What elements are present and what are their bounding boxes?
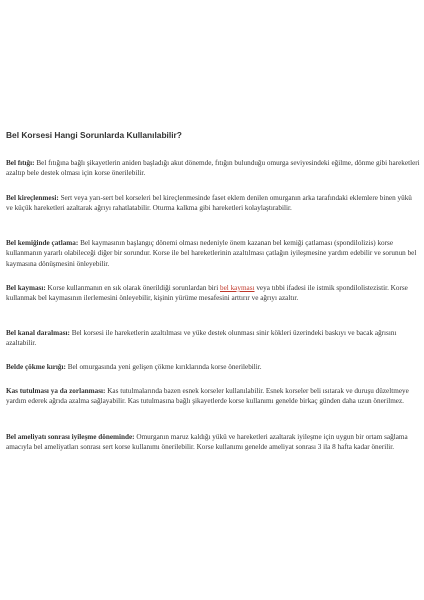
paragraph-bel-ameliyati-sonrasi (6, 432, 420, 453)
paragraph-text: Bel korsesi ile hareketlerin azaltılması ve yüke destek olunması sinir kökleri üzerindeki baskıyı ve bacak ağrısını azaltabilir. (6, 329, 397, 348)
paragraph-text: veya tıbbi ifadesi ile istmik spondilolistezistir. Korse kullanmak bel kaymasının ilerlemesini önleyebilir, kişinin yürüme mesafesini arttırır ve ağrıyı azaltır. (6, 284, 408, 303)
paragraph-bel-fitigi (6, 158, 420, 179)
term-label: Bel ameliyatı sonrası iyileşme döneminde: (6, 433, 135, 441)
paragraph-bel-kireclenmesi (6, 193, 420, 214)
paragraph-bel-kemiginde-catlama (6, 238, 420, 269)
bel-kaymasi-link[interactable]: bel kayması (220, 284, 255, 292)
paragraph-kas-tutulmasi (6, 386, 420, 407)
paragraph-text: Omurganın maruz kaldığı yükü ve hareketleri azaltarak iyileşme için uygun bir ortam sağlama amacıyla bel ameliyatları sonrası sert korse kullanımı önerilebilir. Korse kullanımı genelde ameliyat sonrası 3 ila 8 hafta kadar önerilir. (6, 433, 408, 452)
paragraph-bel-kaymasi (6, 283, 420, 304)
paragraph-text: Kas tutulmalarında bazen esnek korseler kullanılabilir. Esnek korseler beli ısıtarak ve duruşu düzeltmeye yardım ederek ağrıda azalma sağlayabilir. Kas tutulmasına bağlı şikayetlerde korse kullanımı genelde birkaç günden daha uzun önerilmez. (6, 387, 409, 406)
term-label: Kas tutulması ya da zorlanması: (6, 387, 106, 395)
page-title: Bel Korsesi Hangi Sorunlarda Kullanılabilir? (6, 130, 182, 140)
term-label: Bel kemiğinde çatlama: (6, 239, 79, 247)
term-label: Bel kanal daralması: (6, 329, 70, 337)
paragraph-bel-kanal-daralmasi (6, 328, 420, 349)
paragraph-text: Korse kullanmanın en sık olarak önerildiği sorunlardan biri (45, 284, 220, 292)
term-label: Bel kayması: (6, 284, 46, 292)
paragraph-text: Bel omurgasında yeni gelişen çökme kırıklarında korse önerilebilir. (65, 363, 262, 371)
paragraph-belde-cokme-kirigi (6, 362, 420, 372)
term-label: Bel fıtığı: (6, 159, 35, 167)
paragraph-text: Bel fıtığına bağlı şikayetlerin aniden başladığı akut dönemde, fıtığın bulunduğu omurga seviyesindeki eğilme, dönme gibi hareketleri azaltıp bele destek olması için korse önerilebilir. (6, 159, 420, 178)
term-label: Belde çökme kırığı: (6, 363, 66, 371)
paragraph-text: Sert veya yarı-sert bel korseleri bel kireçlenmesinde faset eklem denilen omurganın arka tarafındaki eklemlere binen yükü ve küçük hareketleri azaltarak ağrıyı rahatlatabilir. Oturma kalkma gibi hareketleri kolaylaştırabilir. (6, 194, 412, 213)
paragraph-text: Bel kaymasının başlangıç dönemi olması nedeniyle önem kazanan bel kemiği çatlaması (spondilolizis) korse kullanmanın yararlı olabileceği diğer bir sorundur. Korse ile bel hareketlerinin azaltılması çatlağın iyileşmesine yardım edebilir ve sorunun bel kaymasına dönüşmesini önleyebilir. (6, 239, 417, 268)
term-label: Bel kireçlenmesi: (6, 194, 59, 202)
